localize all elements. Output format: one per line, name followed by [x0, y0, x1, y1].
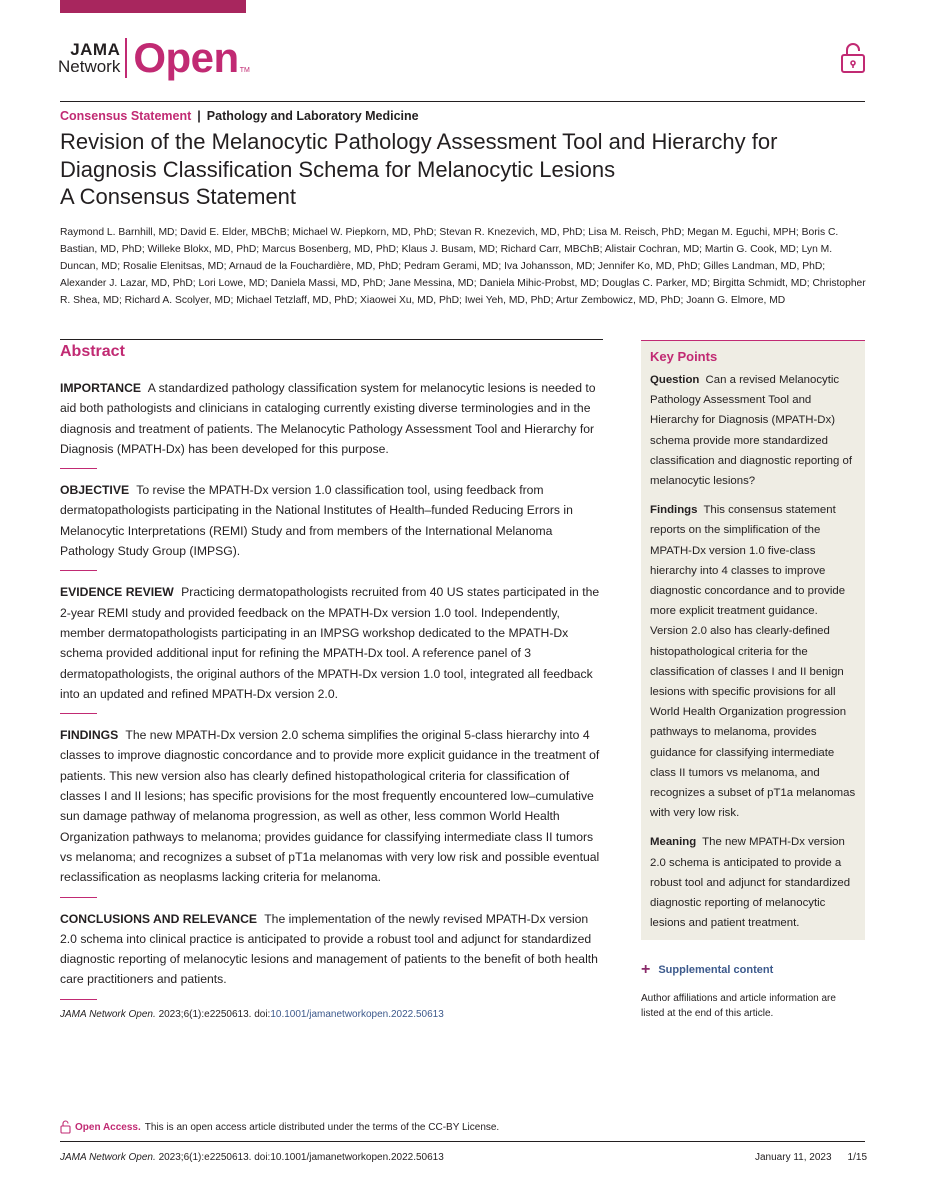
citation-doi-link[interactable]: 10.1001/jamanetworkopen.2022.50613	[270, 1009, 444, 1020]
article-type[interactable]: Consensus Statement	[60, 109, 192, 123]
abstract-divider	[60, 339, 603, 340]
section-divider	[60, 999, 97, 1000]
abstract-section-text: Practicing dermatopathologists recruited from 40 US states participated in the 2-year REMI study and provided feedback on the MPATH-Dx version 1.0 tool. Independently, member dermatopathologists participating in an IMPSG workshop dedicated to the MPATH-Dx schema provided additional input for refining the MPATH-Dx tool. A reference panel of 3 dermatopathologists, the original authors of the MPATH-Dx version 1.0 tool, integrated all feedback into an updated and refined MPATH-Dx version 2.0.	[60, 585, 600, 701]
section-divider	[60, 713, 97, 714]
article-section[interactable]: Pathology and Laboratory Medicine	[206, 109, 419, 123]
supplemental-label: Supplemental content	[658, 964, 774, 976]
section-divider	[60, 468, 97, 469]
logo-network-text: Network	[58, 56, 121, 76]
key-point-text: Can a revised Melanocytic Pathology Assessment Tool and Hierarchy for Diagnosis (MPATH-Dx) schema provide more standardized classification and diagnostic reporting of melanocytic lesions?	[650, 374, 852, 488]
abstract-section-label: CONCLUSIONS AND RELEVANCE	[60, 911, 258, 926]
supplemental-content-link[interactable]	[641, 963, 773, 977]
abstract-evidence-review	[60, 582, 605, 704]
open-lock-icon	[840, 42, 866, 74]
open-lock-icon	[60, 1120, 71, 1134]
abstract-section-label: OBJECTIVE	[60, 483, 130, 498]
abstract-section-text: To revise the MPATH-Dx version 1.0 classification tool, using feedback from dermatopathologists participating in the National Institutes of Health–funded Reducing Errors in Melanocytic Interpretations (REMI) Study and from members of the International Melanoma Pathology Study Group (IMPSG).	[60, 483, 573, 559]
abstract-section-text: A standardized pathology classification system for melanocytic lesions is needed to aid both pathologists and clinicians in cataloging currently existing diverse terminologies and in the diagnosis and treatment of patients. The Melanocytic Pathology Assessment Tool and Hierarchy for Diagnosis (MPATH-Dx) has been developed for this purpose.	[60, 381, 596, 456]
key-point-text: This consensus statement reports on the simplification of the MPATH-Dx version 1.0 five-class hierarchy into 4 classes to improve diagnostic concordance and to provide more explicit treatment guidance. Version 2.0 also has clearly-defined histopathological criteria for the classification of classes I and II benign lesions with specific provisions for all World Health Organization progression pathways to melanoma, provides guidance for classifying intermediate class II tumors vs melanoma, and recognizes a subset of pT1a melanomas with very low risk.	[650, 504, 856, 820]
top-accent-bar	[60, 0, 246, 13]
affiliations-note: Author affiliations and article information are listed at the end of this article.	[641, 993, 836, 1019]
logo-trademark: TM	[239, 67, 250, 74]
key-point-text: The new MPATH-Dx version 2.0 schema is anticipated to provide a robust tool and adjunct for standardized diagnostic reporting of melanocytic lesions and patient treatment.	[650, 836, 851, 930]
abstract-conclusions	[60, 909, 605, 990]
key-point-label: Question	[650, 374, 700, 386]
footer-ref: 2023;6(1):e2250613. doi:10.1001/jamanetworkopen.2022.50613	[158, 1152, 444, 1163]
footer-journal: JAMA Network Open.	[60, 1152, 156, 1163]
key-point-question	[650, 370, 856, 491]
abstract-section-text: The new MPATH-Dx version 2.0 schema simplifies the original 5-class hierarchy into 4 classes to improve diagnostic concordance and to provide more explicit guidance in the treatment of patients. This new version also has clearly defined histopathological criteria for classification of classes I and II lesions; has specific provisions for the most frequently encountered low–cumulative sun damage pathway of melanoma progression, as well as other, less common World Health Organization pathways to melanoma; provides guidance for classifying intermediate class II tumors vs melanoma; and recognizes a subset of pT1a melanomas with very low risk and possible eventual reclassification as neoplasms lacking criteria for melanoma.	[60, 728, 600, 885]
plus-icon: +	[641, 961, 651, 978]
abstract-findings	[60, 725, 605, 887]
section-divider	[60, 897, 97, 898]
logo-separator	[125, 38, 127, 78]
footer-date: January 11, 2023	[755, 1152, 832, 1163]
citation-ref: 2023;6(1):e2250613. doi:	[158, 1009, 271, 1020]
footer-citation	[60, 1152, 444, 1163]
abstract-section-text: The implementation of the newly revised MPATH-Dx version 2.0 schema into clinical practice is anticipated to provide a robust tool and adjunct for standardized diagnostic reporting of melanocytic lesions and management of patients to the benefit of both health care practitioners and patients.	[60, 911, 598, 987]
abstract-section-label: EVIDENCE REVIEW	[60, 585, 174, 600]
logo-open-text: Open	[133, 34, 239, 81]
abstract-body	[60, 378, 605, 1011]
open-access-notice	[60, 1120, 499, 1134]
abstract-section-label: FINDINGS	[60, 728, 119, 743]
abstract-section-label: IMPORTANCE	[60, 381, 142, 395]
article-subtitle: A Consensus Statement	[60, 184, 297, 209]
journal-logo[interactable]	[58, 34, 250, 81]
abstract-objective	[60, 480, 605, 561]
footer-divider	[60, 1141, 865, 1142]
key-point-label: Meaning	[650, 836, 697, 849]
logo-jama-network	[58, 41, 120, 76]
article-title: Revision of the Melanocytic Pathology Assessment Tool and Hierarchy for Diagnosis Classification Schema for Melanocytic Lesions	[60, 129, 778, 182]
article-category	[60, 109, 419, 123]
abstract-importance	[60, 378, 605, 459]
footer-meta	[755, 1152, 867, 1163]
section-divider	[60, 570, 97, 571]
header-divider	[60, 101, 865, 102]
key-point-label: Findings	[650, 504, 698, 517]
open-access-label: Open Access.	[75, 1121, 141, 1133]
author-list: Raymond L. Barnhill, MD; David E. Elder, MBChB; Michael W. Piepkorn, MD, PhD; Stevan R. Knezevich, MD, PhD; Lisa M. Reisch, PhD; Megan M. Eguchi, MPH; Boris C. Bastian, MD, PhD; Willeke Blokx, MD, PhD; Marcus Bosenberg, MD, PhD; Klaus J. Busam, MD; Richard Carr, MBChB; Alistair Cochran, MD; Martin G. Cook, MD; Lyn M. Duncan, MD; Rosalie Elenitsas, MD; Arnaud de la Fouchardière, MD, PhD; Pedram Gerami, MD; Iva Johansson, MD; Jennifer Ko, MD, PhD; Gilles Landman, MD, PhD; Alexander J. Lazar, MD, PhD; Lori Lowe, MD; Daniela Massi, MD, PhD; Jane Messina, MD; Daniela Mihic-Probst, MD; Douglas C. Parker, MD; Birgitta Schmidt, MD; Christopher R. Shea, MD; Richard A. Scolyer, MD; Michael Tetzlaff, MD, PhD; Xiaowei Xu, MD, PhD; Iwei Yeh, MD, PhD; Artur Zembowicz, MD, PhD; Joann G. Elmore, MD	[60, 227, 866, 306]
key-point-findings	[650, 500, 856, 823]
logo-jama-text: JAMA	[70, 39, 121, 59]
article-citation	[60, 1009, 444, 1020]
abstract-heading: Abstract	[60, 343, 125, 360]
page-number: 1/15	[847, 1152, 868, 1163]
category-separator: |	[197, 109, 201, 123]
open-access-text: This is an open access article distributed under the terms of the CC-BY License.	[144, 1121, 500, 1133]
key-points-heading: Key Points	[650, 349, 718, 364]
key-points-box	[641, 340, 865, 940]
citation-journal: JAMA Network Open.	[60, 1009, 156, 1020]
key-point-meaning	[650, 832, 856, 933]
